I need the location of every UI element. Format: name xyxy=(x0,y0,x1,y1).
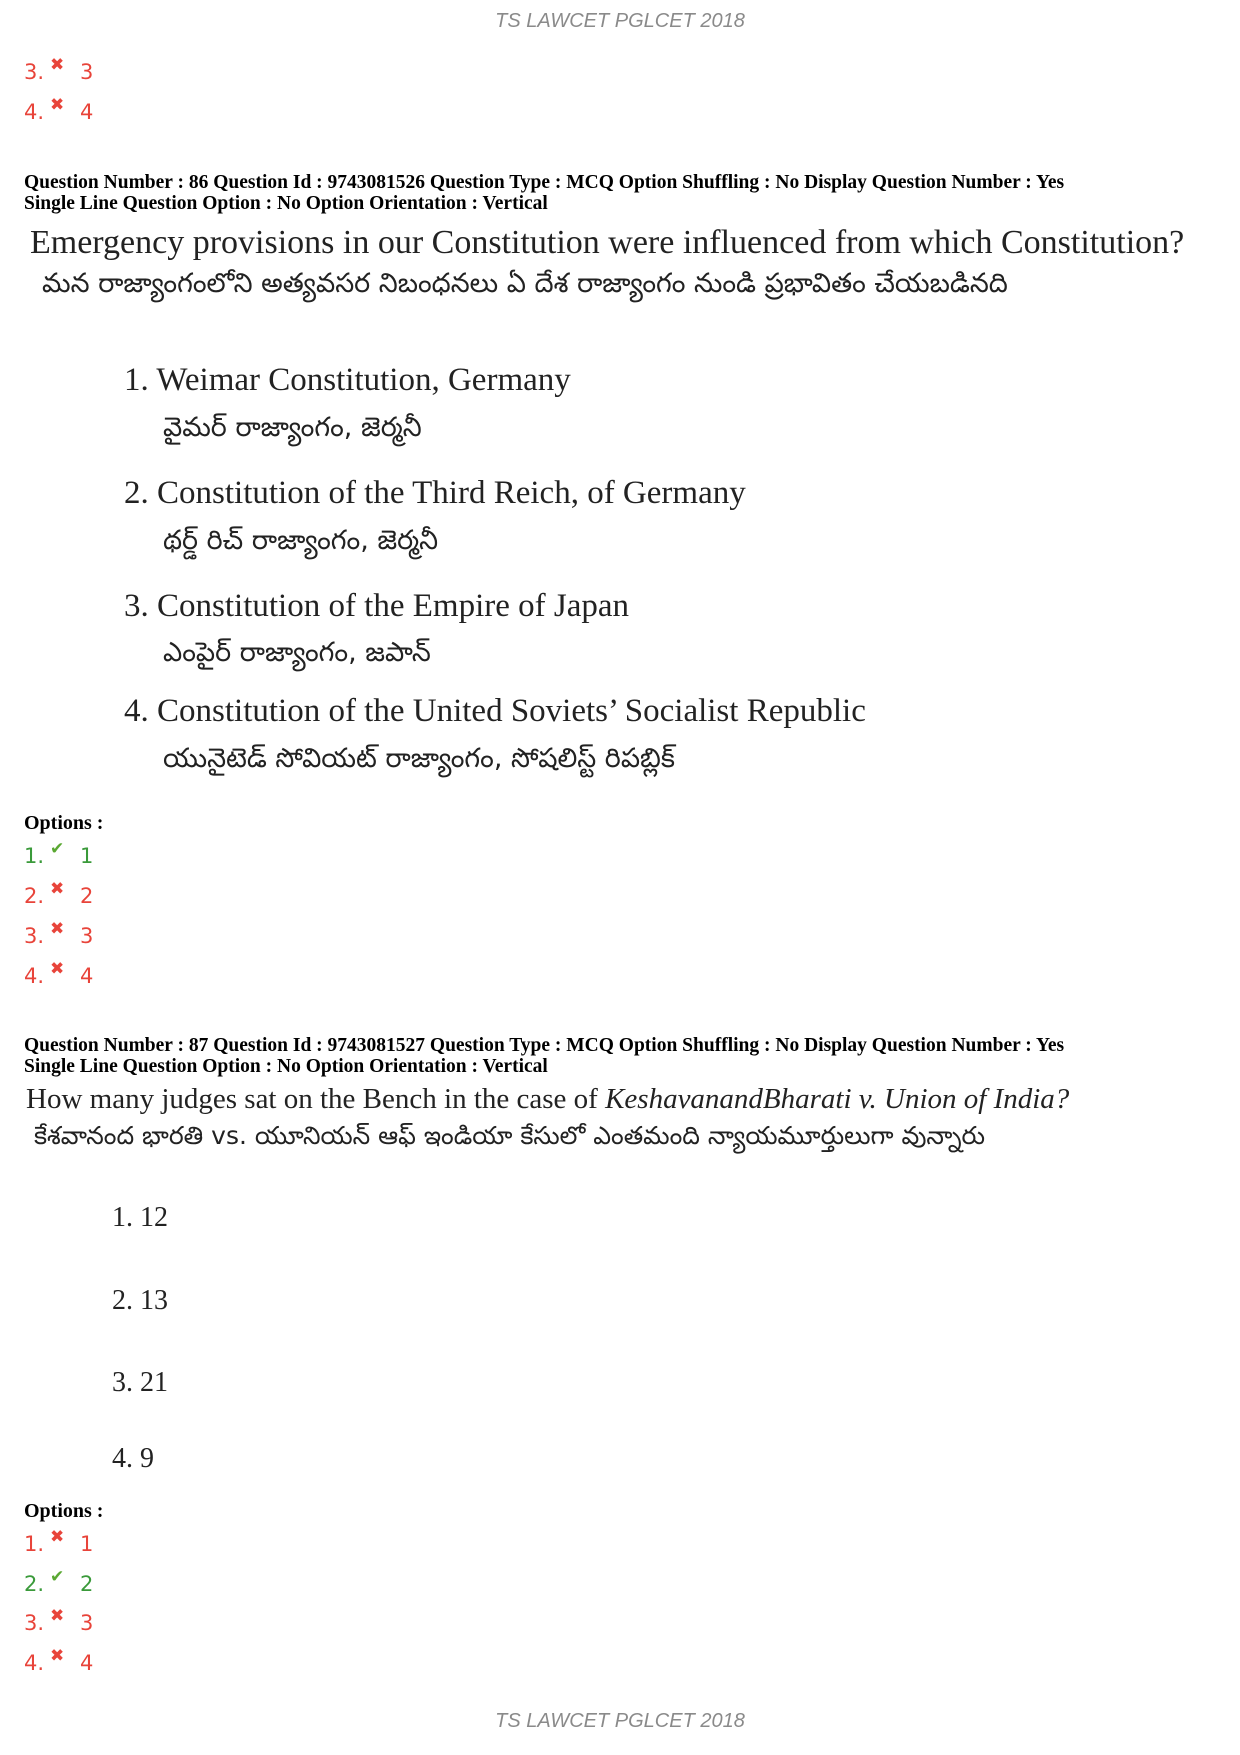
option-value: 1 xyxy=(80,844,94,868)
cross-icon: ✖ xyxy=(50,1646,65,1666)
q86-option-2 xyxy=(24,879,94,908)
q87-choice-4: 4. 9 xyxy=(112,1443,154,1474)
q86-meta-line1: Question Number : 86 Question Id : 9743081526 Question Type : MCQ Option Shuffling : No Display Question Number : Yes xyxy=(24,172,1065,193)
q86-choice-4: 4. Constitution of the United Soviets’ Socialist Republic xyxy=(124,693,866,729)
option-number: 4. xyxy=(24,100,45,124)
q87-meta-line1: Question Number : 87 Question Id : 9743081527 Question Type : MCQ Option Shuffling : No Display Question Number : Yes xyxy=(24,1035,1065,1056)
q87-options-label: Options : xyxy=(24,1500,104,1522)
q86-option-1 xyxy=(24,839,94,868)
q86-question-telugu: మన రాజ్యాంగంలోని అత్యవసర నిబంధనలు ఏ దేశ రాజ్యాంగం నుండి ప్రభావితం చేయబడినది xyxy=(42,268,1008,299)
q86-choice-4-telugu: యునైటెడ్ సోవియట్ రాజ్యాంగం, సోషలిస్ట్ రిపబ్లిక్ xyxy=(163,743,675,774)
option-number: 2. xyxy=(24,1572,45,1596)
q86-choice-1: 1. Weimar Constitution, Germany xyxy=(124,362,571,398)
cross-icon: ✖ xyxy=(50,95,65,115)
q87-option-2 xyxy=(24,1567,94,1596)
q86-choice-3-telugu: ఎంపైర్ రాజ్యాంగం, జపాన్ xyxy=(163,637,431,668)
option-value: 4 xyxy=(80,100,94,124)
option-value: 2 xyxy=(80,884,94,908)
prev-option-3 xyxy=(24,55,94,84)
page-footer: TS LAWCET PGLCET 2018 xyxy=(495,1710,745,1732)
q86-meta-line2: Single Line Question Option : No Option Orientation : Vertical xyxy=(24,193,548,214)
option-number: 2. xyxy=(24,884,45,908)
cross-icon: ✖ xyxy=(50,919,65,939)
option-number: 4. xyxy=(24,964,45,988)
check-icon: ✔ xyxy=(50,1567,65,1587)
cross-icon: ✖ xyxy=(50,879,65,899)
q86-question-english: Emergency provisions in our Constitution were influenced from which Constitution? xyxy=(30,224,1185,261)
q86-option-4 xyxy=(24,959,94,988)
cross-icon: ✖ xyxy=(50,1606,65,1626)
q86-choice-1-telugu: వైమర్ రాజ్యాంగం, జెర్మనీ xyxy=(163,412,422,443)
q87-question-plain: How many judges sat on the Bench in the case of xyxy=(26,1083,606,1115)
q86-choice-3: 3. Constitution of the Empire of Japan xyxy=(124,588,630,624)
option-number: 3. xyxy=(24,924,45,948)
q86-option-3 xyxy=(24,919,94,948)
q86-options-label: Options : xyxy=(24,812,104,834)
option-number: 1. xyxy=(24,844,45,868)
q87-choice-1: 1. 12 xyxy=(112,1202,168,1233)
option-value: 3 xyxy=(80,1611,94,1635)
q86-choice-2: 2. Constitution of the Third Reich, of Germany xyxy=(124,475,746,511)
prev-option-4 xyxy=(24,95,94,124)
option-number: 3. xyxy=(24,60,45,84)
q87-choice-2: 2. 13 xyxy=(112,1285,168,1316)
q87-choice-3: 3. 21 xyxy=(112,1367,168,1398)
q87-option-3 xyxy=(24,1606,94,1635)
option-value: 3 xyxy=(80,924,94,948)
option-value: 2 xyxy=(80,1572,94,1596)
option-value: 4 xyxy=(80,1651,94,1675)
q87-question-english xyxy=(26,1083,1069,1116)
option-number: 3. xyxy=(24,1611,45,1635)
cross-icon: ✖ xyxy=(50,55,65,75)
option-value: 4 xyxy=(80,964,94,988)
option-value: 1 xyxy=(80,1532,94,1556)
cross-icon: ✖ xyxy=(50,1527,65,1547)
q87-meta-line2: Single Line Question Option : No Option Orientation : Vertical xyxy=(24,1056,548,1077)
check-icon: ✔ xyxy=(50,839,65,859)
cross-icon: ✖ xyxy=(50,959,65,979)
option-number: 4. xyxy=(24,1651,45,1675)
q87-option-4 xyxy=(24,1646,94,1675)
option-number: 1. xyxy=(24,1532,45,1556)
option-value: 3 xyxy=(80,60,94,84)
q87-option-1 xyxy=(24,1527,94,1556)
q87-question-case-name: KeshavanandBharati v. Union of India? xyxy=(605,1083,1070,1115)
q86-choice-2-telugu: థర్డ్ రిచ్ రాజ్యాంగం, జెర్మనీ xyxy=(163,525,439,556)
page-header: TS LAWCET PGLCET 2018 xyxy=(495,10,745,32)
q87-question-telugu: కేశవానంద భారతి vs. యూనియన్ ఆఫ్ ఇండియా కేసులో ఎంతమంది న్యాయమూర్తులుగా వున్నారు xyxy=(34,1121,985,1150)
